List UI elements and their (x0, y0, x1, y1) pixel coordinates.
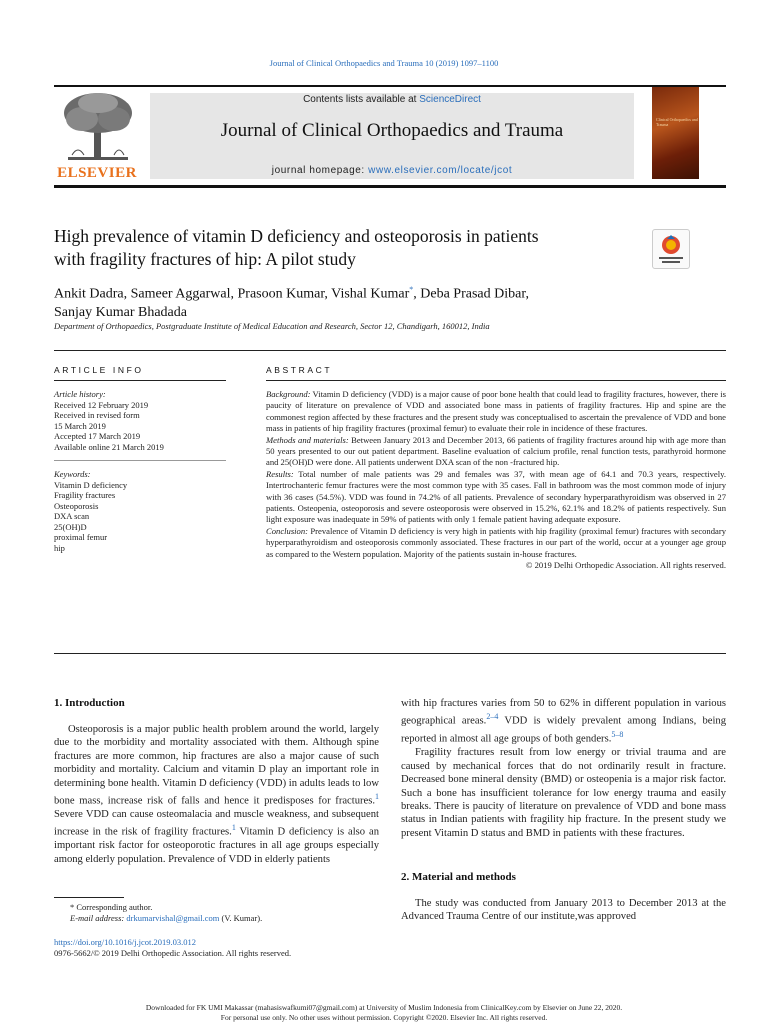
history-label: Article history: (54, 389, 106, 399)
right-paragraph-2: Fragility fractures result from low energy or trivial trauma and are caused by mechanical forces that do not ordinarily result in fracture. Decreased bone mineral density (BMD) or osteopenia is a major risk factor. Such a bone has insufficient tolerance for low energy trauma and easily breaks. There is paucity of literature on prevalence of VDD and bone mass status in Indian patients with fragility hip fracture. In the present study we present Vitamin D status and BMD in patients with these fractures. (401, 747, 726, 839)
right-column-text (401, 697, 726, 840)
citation-link[interactable]: 1 (231, 823, 236, 833)
keyword-item: proximal femur (54, 532, 108, 542)
footnote-rule (54, 897, 124, 898)
journal-homepage-line (150, 165, 634, 176)
contents-prefix: Contents lists available at (303, 94, 420, 105)
abstract-heading: ABSTRACT (266, 365, 333, 375)
info-rule-top (54, 350, 726, 351)
citation-link[interactable]: 5–8 (611, 730, 624, 740)
history-item: Available online 21 March 2019 (54, 441, 164, 452)
methods-paragraph (401, 897, 726, 924)
corresponding-author-marker[interactable]: * (409, 285, 414, 294)
keyword-item: DXA scan (54, 511, 90, 521)
email-line (70, 913, 380, 924)
intro-text-a: Osteoporosis is a major public health problem around the world, largely due to the morbidity and mortality associated with them. Although spine fractures are more common, hip fractures are also a major cause of such morbidity and mortality. Calcium and vitamin D play an important role in determining bone health. Vitamin D deficiency (VDD) in adults leads to low bone mass, increase risk of falls and hence it predisposes for fractures. (54, 724, 379, 807)
methods-heading: 2. Material and methods (401, 871, 516, 883)
keyword-item: hip (54, 542, 65, 553)
publisher-name: ELSEVIER (57, 165, 137, 181)
introduction-paragraph (54, 723, 379, 866)
abstract-body (266, 389, 726, 572)
history-item: Accepted 17 March 2019 (54, 431, 141, 441)
keywords-block (54, 469, 226, 553)
citation-link[interactable]: 2–4 (486, 712, 499, 722)
abstract-results (266, 469, 726, 526)
authors-part1: Ankit Dadra, Sameer Aggarwal, Prasoon Kumar, Vishal Kumar (54, 286, 410, 302)
download-notice-line1: Downloaded for FK UMI Makassar (mahasiswafkumi07@gmail.com) at University of Muslim Indonesia from ClinicalKey.com by Elsevier on June 22, 2020. (145, 1003, 623, 1012)
check-for-updates-badge[interactable] (652, 229, 690, 269)
keyword-item: Osteoporosis (54, 500, 99, 511)
check-for-updates-icon (653, 230, 689, 268)
header-rule-top (54, 85, 726, 87)
email-suffix: (V. Kumar). (219, 913, 263, 923)
article-title (54, 225, 644, 271)
abstract-conclusion-text: Prevalence of Vitamin D deficiency is very high in patients with hip fragility (proximal femur) fractures with secondary hyperparathyroidism and osteoporosis commonly associated. These fractures in our part of the world, occur at a younger age group as compared to the Western population. Majority of the patients sustain in-house fractures. (266, 525, 726, 559)
article-history (54, 389, 226, 452)
article-title-line1: High prevalence of vitamin D deficiency and osteoporosis in patients (54, 226, 539, 246)
corresponding-author-note: * Corresponding author. (70, 902, 153, 912)
contents-line (150, 94, 634, 105)
abstract-copyright: © 2019 Delhi Orthopedic Association. All rights reserved. (525, 560, 726, 571)
article-title-line2: with fragility fractures of hip: A pilot study (54, 249, 356, 269)
abstract-rule-bottom (54, 653, 726, 654)
abstract-methods (266, 435, 726, 469)
history-item: Received in revised form (54, 410, 140, 420)
right-text-a: with hip fractures varies from 50 to 62% in different population in various geographical areas. (401, 698, 726, 727)
right-text-b: VDD is widely prevalent among Indians, being reported in almost all age groups of both genders. (401, 715, 727, 745)
introduction-heading: 1. Introduction (54, 697, 125, 709)
authors-part2: , Deba Prasad Dibar, (413, 286, 529, 302)
methods-text: The study was conducted from January 2013 to December 2013 at the Advanced Trauma Centre of our institute,was approved (401, 898, 726, 923)
abstract-background (266, 389, 726, 435)
email-label: E-mail address: (70, 913, 125, 923)
sciencedirect-link[interactable]: ScienceDirect (419, 94, 481, 105)
history-item: Received 12 February 2019 (54, 399, 149, 410)
abstract-results-label: Results: (266, 468, 294, 479)
footnote-corresponding (70, 902, 380, 924)
doi-link[interactable]: https://doi.org/10.1016/j.jcot.2019.03.012 (54, 937, 196, 947)
abstract-background-text: Vitamin D deficiency (VDD) is a major cause of poor bone health that could lead to fragility fractures, however, there is paucity of literature on prevalence of VDD and associated bone mass in patients of fragility fractures. Hip and spine are the commonest region affected by these fractures and the present study was conceptualised to ascertain the prevalence of VDD and bone mass in patients of hip fragility fractures (proximal femur) to evaluate their role in incidence of these fractures. (266, 389, 726, 434)
journal-cover-image (652, 87, 699, 179)
email-link[interactable]: drkumarvishal@gmail.com (126, 913, 220, 923)
journal-title: Journal of Clinical Orthopaedics and Trauma (220, 120, 564, 141)
issn-line: 0976-5662/© 2019 Delhi Orthopedic Association. All rights reserved. (54, 948, 292, 958)
abstract-methods-text: Between January 2013 and December 2013, 66 patients of fragility fractures around hip with age more than 50 years presented to our out patient department. Baseline evaluation of calcium profile, renal function tests, parathyroid hormone and 25(OH)D were done. All patients underwent DXA scan of the non -fractured hip. (266, 434, 726, 468)
homepage-prefix: journal homepage: (271, 165, 369, 176)
keyword-item: 25(OH)D (54, 521, 87, 532)
abstract-conclusion-label: Conclusion: (266, 525, 309, 536)
doi-block (54, 937, 384, 959)
affiliation: Department of Orthopaedics, Postgraduate Institute of Medical Education and Research, Sector 12, Chandigarh, 160012, India (54, 321, 490, 331)
keyword-item: Vitamin D deficiency (54, 479, 128, 490)
header-rule-bottom (54, 185, 726, 188)
journal-cover-title: Clinical Orthopaedics and Trauma (656, 117, 698, 127)
intro-text-b: Severe VDD can cause osteomalacia and muscle weakness, and subsequent increase in the risk of fragility fractures. (54, 808, 379, 838)
homepage-link[interactable]: www.elsevier.com/locate/jcot (368, 165, 513, 176)
info-rule (54, 380, 226, 381)
running-header[interactable]: Journal of Clinical Orthopaedics and Trauma 10 (2019) 1097–1100 (269, 58, 499, 68)
keywords-label: Keywords: (54, 469, 91, 479)
history-item: 15 March 2019 (54, 420, 106, 431)
authors-line2: Sanjay Kumar Bhadada (54, 304, 187, 320)
author-list (54, 281, 654, 322)
abstract-background-label: Background: (266, 389, 311, 399)
keywords-rule (54, 460, 226, 461)
download-notice-line2: For personal use only. No other uses without permission. Copyright ©2020. Elsevier Inc. All rights reserved. (220, 1012, 548, 1022)
citation-link[interactable]: 1 (375, 792, 379, 802)
keyword-item: Fragility fractures (54, 490, 116, 500)
article-info-heading: ARTICLE INFO (54, 365, 144, 375)
abstract-results-text: Total number of male patients was 29 and females was 37, with mean age of 64.1 and 70.3 years, respectively. Intertrochanteric femur fractures were the most common type with 35 cases. Fall in bathroom was the most common mode of injury with 36 cases (54.5%). VDD was found in 74.2% of all patients. Prevalence of secondary hyperparathyroidism was observed in 27 patients. Osteopenia, osteoporosis and severe osteoporosis were observed in 15.2%, 62.1% and 18.2% of patients respectively. Sun light exposure was inadequate in 59% of patients with only 1 female patient having adequate exposure. (266, 468, 726, 525)
abstract-methods-label: Methods and materials: (266, 434, 349, 445)
intro-text-c: Vitamin D deficiency is also an important risk factor for osteoporotic fractures in all age groups especially among elderly population. Prevalence of VDD in elderly patients (54, 826, 379, 865)
download-notice (0, 1003, 768, 1022)
abstract-conclusion (266, 526, 726, 560)
abstract-rule (266, 380, 726, 381)
